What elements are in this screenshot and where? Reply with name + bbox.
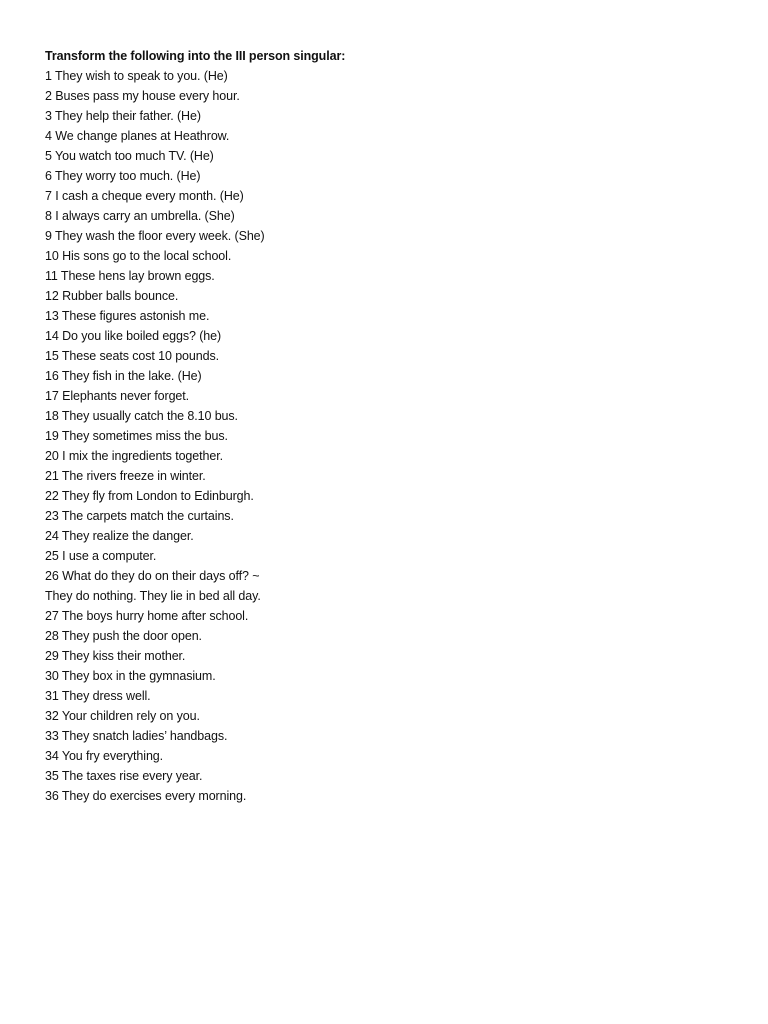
exercise-line: 35 The taxes rise every year.: [45, 769, 203, 783]
exercise-line: 6 They worry too much. (He): [45, 169, 201, 183]
exercise-line: 21 The rivers freeze in winter.: [45, 469, 206, 483]
exercise-list: [45, 66, 725, 806]
exercise-line: 13 These figures astonish me.: [45, 309, 210, 323]
exercise-line: 31 They dress well.: [45, 689, 151, 703]
exercise-line: 12 Rubber balls bounce.: [45, 289, 179, 303]
exercise-line: 5 You watch too much TV. (He): [45, 149, 214, 163]
exercise-line: 10 His sons go to the local school.: [45, 249, 232, 263]
exercise-line: 7 I cash a cheque every month. (He): [45, 189, 244, 203]
exercise-line: 30 They box in the gymnasium.: [45, 669, 216, 683]
exercise-line: 2 Buses pass my house every hour.: [45, 89, 240, 103]
exercise-line: 28 They push the door open.: [45, 629, 202, 643]
exercise-line: 9 They wash the floor every week. (She): [45, 229, 265, 243]
exercise-line: 33 They snatch ladies’ handbags.: [45, 729, 228, 743]
exercise-line: 1 They wish to speak to you. (He): [45, 69, 228, 83]
exercise-line: 29 They kiss their mother.: [45, 649, 186, 663]
exercise-line: 32 Your children rely on you.: [45, 709, 200, 723]
exercise-line: 3 They help their father. (He): [45, 109, 201, 123]
exercise-line: 34 You fry everything.: [45, 749, 164, 763]
exercise-line: 26 What do they do on their days off? ~: [45, 569, 260, 583]
exercise-line: 4 We change planes at Heathrow.: [45, 129, 230, 143]
exercise-line: 27 The boys hurry home after school.: [45, 609, 249, 623]
exercise-line: 23 The carpets match the curtains.: [45, 509, 234, 523]
exercise-line: 11 These hens lay brown eggs.: [45, 269, 215, 283]
exercise-line: 36 They do exercises every morning.: [45, 789, 247, 803]
exercise-line: 17 Elephants never forget.: [45, 389, 190, 403]
exercise-line: 20 I mix the ingredients together.: [45, 449, 223, 463]
exercise-line: 18 They usually catch the 8.10 bus.: [45, 409, 238, 423]
exercise-line: 19 They sometimes miss the bus.: [45, 429, 228, 443]
exercise-line: 8 I always carry an umbrella. (She): [45, 209, 235, 223]
exercise-line: They do nothing. They lie in bed all day.: [45, 589, 261, 603]
exercise-line: 25 I use a computer.: [45, 549, 157, 563]
document-title: Transform the following into the III person singular:: [45, 49, 346, 63]
exercise-line: 16 They fish in the lake. (He): [45, 369, 202, 383]
exercise-line: 22 They fly from London to Edinburgh.: [45, 489, 254, 503]
exercise-line: 24 They realize the danger.: [45, 529, 194, 543]
exercise-line: 14 Do you like boiled eggs? (he): [45, 329, 222, 343]
exercise-line: 15 These seats cost 10 pounds.: [45, 349, 219, 363]
document-page: [45, 46, 725, 806]
